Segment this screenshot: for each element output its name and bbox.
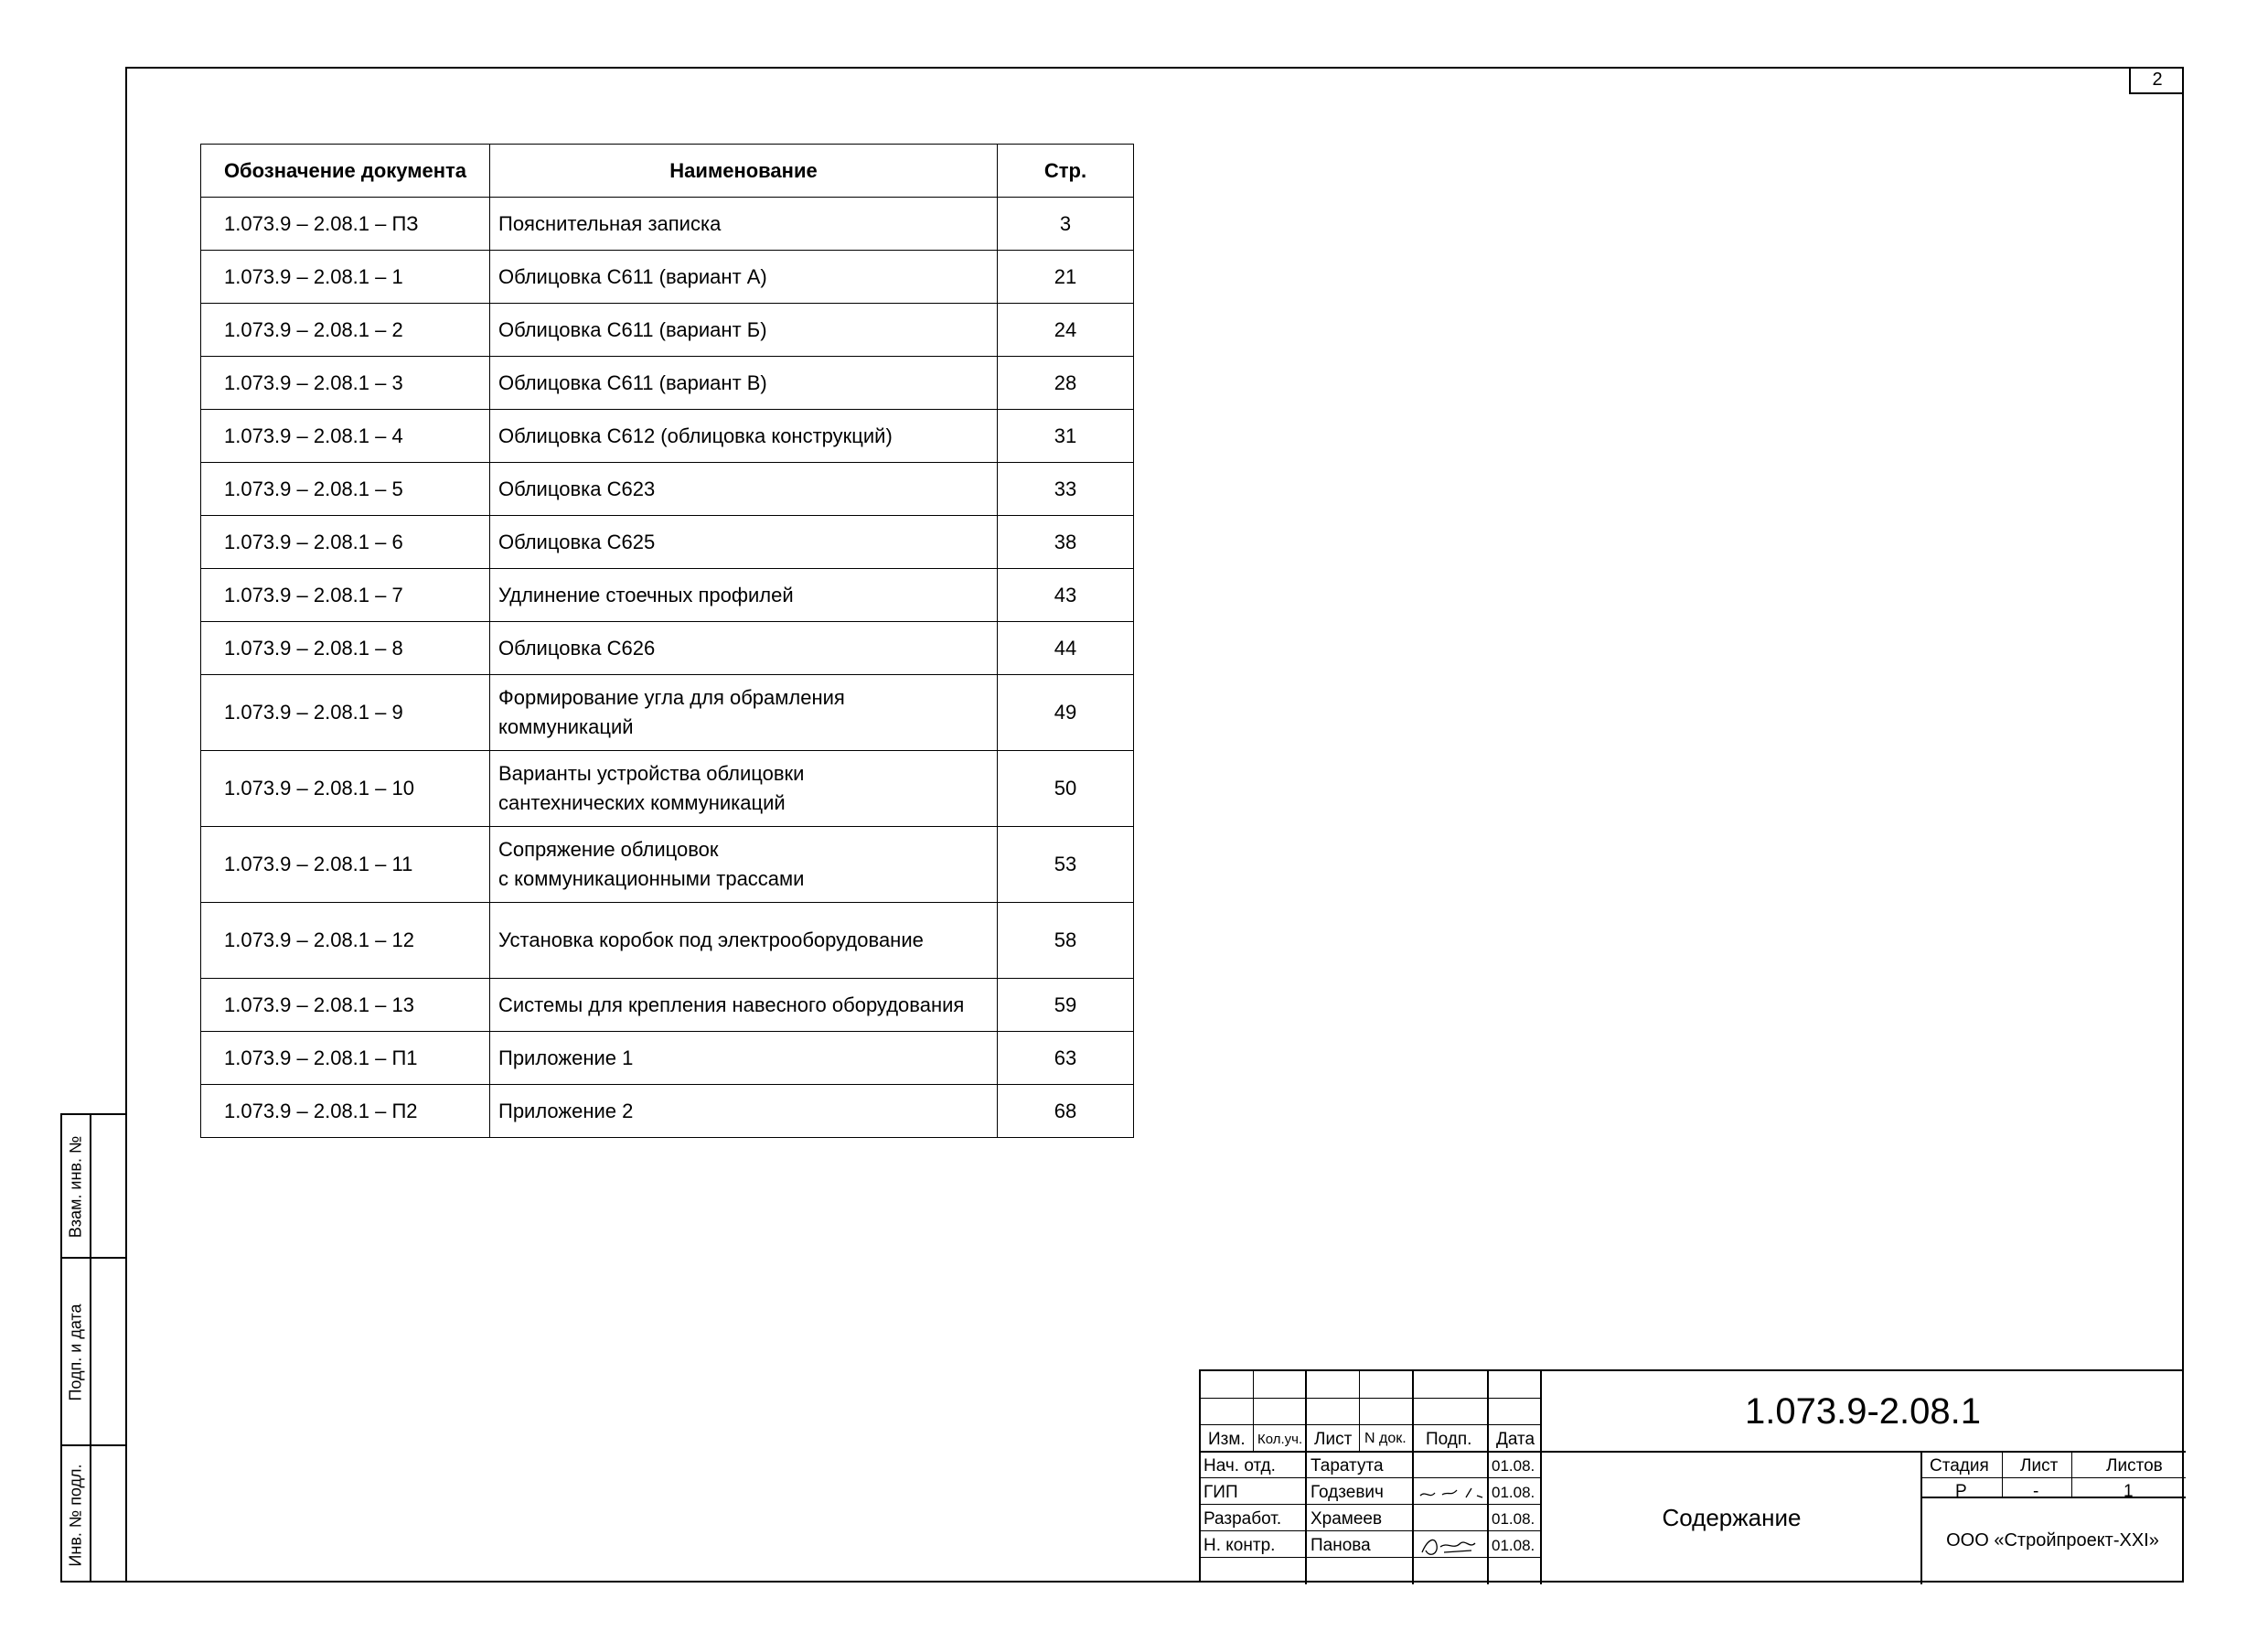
row-code: 1.073.9 – 2.08.1 – 11 — [201, 827, 490, 903]
row-name: Удлинение стоечных профилей — [490, 569, 998, 622]
row-code: 1.073.9 – 2.08.1 – 9 — [201, 675, 490, 751]
row-name — [490, 827, 998, 903]
row-name: Установка коробок под электрооборудование — [490, 903, 998, 979]
row-name-line: Формирование угла для обрамления — [498, 686, 845, 709]
tb-header-kol-uch: Кол.уч. — [1257, 1432, 1303, 1447]
row-name: Облицовка С612 (облицовка конструкций) — [490, 410, 998, 463]
table-row — [201, 903, 1134, 979]
row-code: 1.073.9 – 2.08.1 – ПЗ — [201, 198, 490, 251]
tb-line — [1201, 1398, 1542, 1399]
table-row — [201, 622, 1134, 675]
tb-sheet-header: Лист — [2020, 1456, 2059, 1475]
tb-person-name: Храмеев — [1311, 1509, 1383, 1529]
document-designation: 1.073.9-2.08.1 — [1745, 1390, 1981, 1432]
tb-header-list: Лист — [1314, 1430, 1353, 1449]
sheet-title: Содержание — [1662, 1504, 1802, 1531]
tb-line — [1487, 1371, 1489, 1584]
table-row — [201, 751, 1134, 827]
tb-role: ГИП — [1204, 1483, 1238, 1502]
row-name: Облицовка С611 (вариант В) — [490, 357, 998, 410]
table-row — [201, 198, 1134, 251]
row-page: 50 — [998, 751, 1134, 827]
tb-header-data: Дата — [1496, 1430, 1535, 1449]
tb-role: Нач. отд. — [1204, 1456, 1276, 1475]
table-row — [201, 463, 1134, 516]
tb-line — [1201, 1557, 1542, 1558]
tb-date: 01.08. — [1492, 1484, 1535, 1501]
row-name-line: с коммуникационными трассами — [498, 867, 805, 890]
table-row — [201, 357, 1134, 410]
side-stamp-replace-inv-label: Взам. инв. № — [66, 1135, 85, 1239]
row-page: 68 — [998, 1085, 1134, 1138]
tb-sheets-value: 1 — [2124, 1482, 2134, 1501]
side-stamp-inv-no-label: Инв. № подл. — [66, 1464, 85, 1567]
tb-header-podp: Подп. — [1426, 1430, 1472, 1449]
row-name — [490, 751, 998, 827]
row-page: 43 — [998, 569, 1134, 622]
row-code: 1.073.9 – 2.08.1 – 7 — [201, 569, 490, 622]
table-row — [201, 251, 1134, 304]
header-code: Обозначение документа — [201, 145, 490, 198]
organization-name: ООО «Стройпроект-XXI» — [1946, 1529, 2159, 1551]
row-name: Облицовка С611 (вариант Б) — [490, 304, 998, 357]
row-page: 59 — [998, 979, 1134, 1032]
row-name-line: Сопряжение облицовок — [498, 838, 719, 861]
tb-sheets-header: Листов — [2106, 1456, 2163, 1475]
tb-line — [1253, 1371, 1254, 1452]
row-code: 1.073.9 – 2.08.1 – 5 — [201, 463, 490, 516]
signature-panova — [1417, 1530, 1486, 1561]
tb-line — [2071, 1452, 2072, 1497]
table-row — [201, 410, 1134, 463]
row-code: 1.073.9 – 2.08.1 – 4 — [201, 410, 490, 463]
tb-line — [1201, 1451, 1542, 1453]
row-name-line: Варианты устройства облицовки — [498, 762, 805, 785]
row-code: 1.073.9 – 2.08.1 – 13 — [201, 979, 490, 1032]
tb-header-n-dok: N док. — [1364, 1431, 1407, 1446]
tb-stage-header: Стадия — [1930, 1456, 1989, 1475]
row-name-line: сантехнических коммуникаций — [498, 791, 786, 814]
contents-table — [200, 144, 1134, 1138]
row-name: Облицовка С625 — [490, 516, 998, 569]
title-block — [1199, 1369, 2184, 1583]
table-row — [201, 827, 1134, 903]
table-row — [201, 979, 1134, 1032]
tb-line — [2002, 1452, 2003, 1497]
row-code: 1.073.9 – 2.08.1 – 12 — [201, 903, 490, 979]
row-name — [490, 675, 998, 751]
tb-person-name: Годзевич — [1311, 1483, 1384, 1502]
row-code: 1.073.9 – 2.08.1 – П2 — [201, 1085, 490, 1138]
row-code: 1.073.9 – 2.08.1 – П1 — [201, 1032, 490, 1085]
table-row — [201, 304, 1134, 357]
header-name: Наименование — [490, 145, 998, 198]
row-code: 1.073.9 – 2.08.1 – 8 — [201, 622, 490, 675]
table-row — [201, 1032, 1134, 1085]
tb-line — [1305, 1371, 1307, 1584]
tb-line — [1921, 1477, 2186, 1478]
row-code: 1.073.9 – 2.08.1 – 2 — [201, 304, 490, 357]
table-row — [201, 569, 1134, 622]
row-page: 53 — [998, 827, 1134, 903]
row-page: 38 — [998, 516, 1134, 569]
row-name: Пояснительная записка — [490, 198, 998, 251]
row-page: 28 — [998, 357, 1134, 410]
row-name: Облицовка С626 — [490, 622, 998, 675]
row-name: Системы для крепления навесного оборудования — [490, 979, 998, 1032]
tb-person-name: Панова — [1311, 1536, 1371, 1555]
tb-header-izm: Изм. — [1208, 1430, 1246, 1449]
tb-line — [1201, 1504, 1542, 1505]
row-page: 3 — [998, 198, 1134, 251]
tb-line — [1412, 1371, 1414, 1584]
row-page: 63 — [998, 1032, 1134, 1085]
row-page: 21 — [998, 251, 1134, 304]
row-page: 58 — [998, 903, 1134, 979]
row-page: 44 — [998, 622, 1134, 675]
row-page: 31 — [998, 410, 1134, 463]
table-header-row — [201, 145, 1134, 198]
table-row — [201, 675, 1134, 751]
tb-person-name: Таратута — [1311, 1456, 1384, 1475]
row-code: 1.073.9 – 2.08.1 – 3 — [201, 357, 490, 410]
tb-stage-value: Р — [1955, 1482, 1967, 1501]
table-row — [201, 516, 1134, 569]
row-name: Приложение 2 — [490, 1085, 998, 1138]
signature-godzevich — [1417, 1477, 1486, 1504]
tb-line — [1201, 1477, 1542, 1478]
row-name: Облицовка С611 (вариант А) — [490, 251, 998, 304]
side-stamp — [60, 1113, 125, 1583]
tb-line — [1201, 1530, 1542, 1531]
tb-date: 01.08. — [1492, 1510, 1535, 1528]
table-row — [201, 1085, 1134, 1138]
header-page: Стр. — [998, 145, 1134, 198]
row-code: 1.073.9 – 2.08.1 – 10 — [201, 751, 490, 827]
tb-role: Н. контр. — [1204, 1536, 1276, 1555]
row-page: 24 — [998, 304, 1134, 357]
row-page: 49 — [998, 675, 1134, 751]
row-code: 1.073.9 – 2.08.1 – 1 — [201, 251, 490, 304]
tb-role: Разработ. — [1204, 1509, 1282, 1529]
side-stamp-sign-date-label: Подп. и дата — [66, 1304, 85, 1401]
sheet-number: 2 — [2129, 67, 2184, 94]
row-name-line: коммуникаций — [498, 715, 634, 738]
tb-line — [1359, 1371, 1360, 1452]
row-code: 1.073.9 – 2.08.1 – 6 — [201, 516, 490, 569]
row-page: 33 — [998, 463, 1134, 516]
tb-date: 01.08. — [1492, 1537, 1535, 1554]
tb-date: 01.08. — [1492, 1457, 1535, 1475]
tb-sheet-value: - — [2033, 1482, 2039, 1501]
tb-line — [1201, 1424, 1542, 1425]
row-name: Облицовка С623 — [490, 463, 998, 516]
row-name: Приложение 1 — [490, 1032, 998, 1085]
